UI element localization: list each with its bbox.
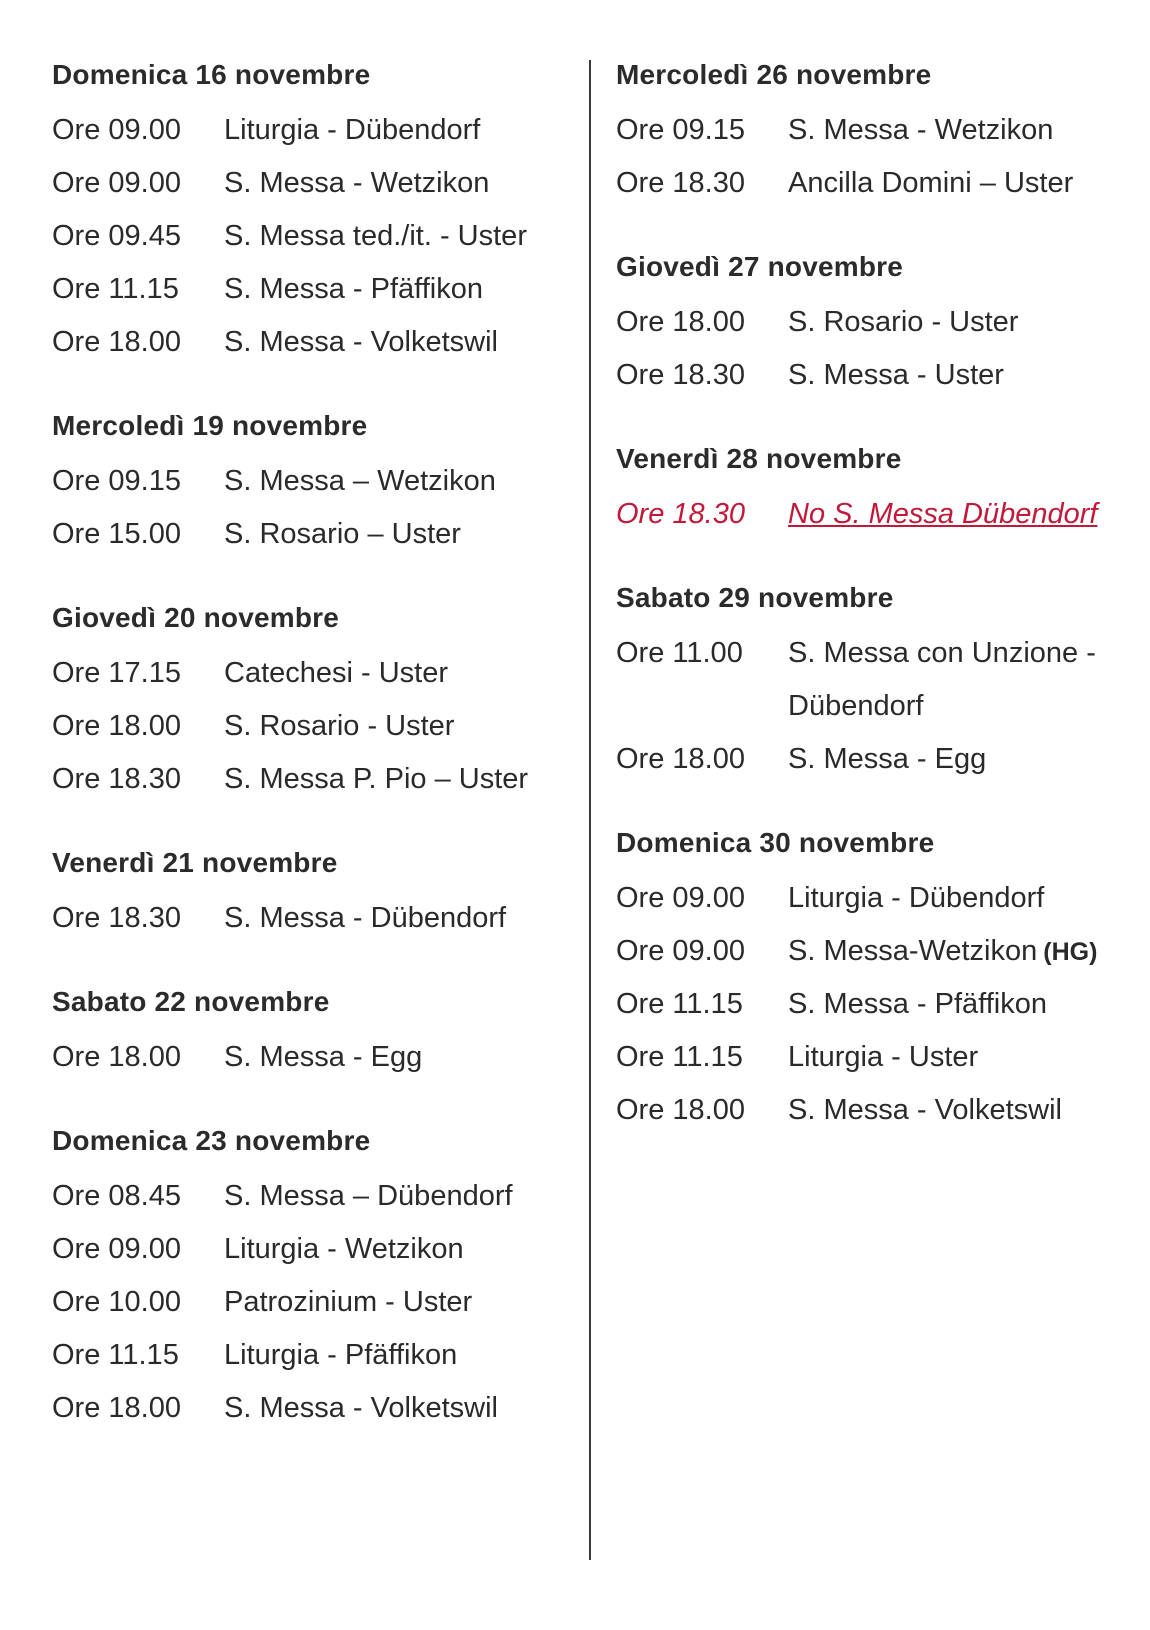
event-time: Ore 18.30	[52, 763, 181, 795]
day-title: Mercoledì 19 novembre	[52, 410, 368, 441]
event-text: No S. Messa Dübendorf	[788, 498, 1098, 530]
day-title: Giovedì 27 novembre	[616, 251, 904, 282]
schedule-row	[616, 627, 1136, 733]
event-text: S. Messa - Pfäffikon	[224, 273, 483, 305]
event-description	[224, 1382, 572, 1435]
schedule-row	[616, 296, 1136, 349]
event-text: S. Messa - Dübendorf	[224, 902, 507, 934]
event-text: S. Messa - Volketswil	[224, 1392, 498, 1424]
schedule-column-right	[616, 58, 1136, 1177]
day-block	[616, 581, 1136, 786]
event-time: Ore 11.00	[616, 637, 743, 669]
event-text: S. Rosario - Uster	[224, 710, 455, 742]
schedule-row-cancelled	[616, 488, 1136, 541]
event-time: Ore 18.30	[616, 498, 745, 530]
event-description	[224, 316, 572, 369]
event-description	[224, 1031, 572, 1084]
schedule-row	[616, 872, 1136, 925]
event-description	[224, 508, 572, 561]
day-title: Venerdì 28 novembre	[616, 443, 902, 474]
event-description	[224, 647, 572, 700]
event-time: Ore 09.00	[52, 114, 181, 146]
event-description	[224, 753, 572, 806]
event-time: Ore 18.00	[616, 306, 745, 338]
schedule-row	[52, 316, 572, 369]
event-text: S. Messa - Uster	[788, 359, 1004, 391]
event-text: S. Messa - Volketswil	[788, 1094, 1062, 1126]
event-time: Ore 18.30	[52, 902, 181, 934]
day-block	[52, 58, 572, 369]
event-description	[788, 157, 1136, 210]
day-title: Domenica 16 novembre	[52, 59, 371, 90]
event-text: Liturgia - Wetzikon	[224, 1233, 464, 1265]
event-description	[224, 157, 572, 210]
event-description	[224, 1170, 572, 1223]
event-text: Liturgia - Dübendorf	[788, 882, 1045, 914]
event-text: Liturgia - Pfäffikon	[224, 1339, 458, 1371]
schedule-row	[52, 700, 572, 753]
schedule-row	[52, 1276, 572, 1329]
event-text: Ancilla Domini – Uster	[788, 167, 1074, 199]
event-description	[788, 627, 1136, 733]
event-text: S. Messa - Wetzikon	[224, 167, 490, 199]
day-block	[52, 985, 572, 1084]
event-text: S. Messa con Unzione - Dübendorf	[788, 637, 1096, 722]
event-text: Catechesi - Uster	[224, 657, 449, 689]
event-description	[788, 488, 1136, 541]
event-time: Ore 11.15	[616, 988, 743, 1020]
event-text: S. Rosario – Uster	[224, 518, 461, 550]
day-title: Venerdì 21 novembre	[52, 847, 338, 878]
event-description	[224, 700, 572, 753]
event-time: Ore 11.15	[616, 1041, 743, 1073]
schedule-row	[52, 753, 572, 806]
event-suffix: (HG)	[1043, 938, 1098, 966]
event-description	[788, 1031, 1136, 1084]
event-text: S. Messa ted./it. - Uster	[224, 220, 527, 252]
event-text: S. Messa – Dübendorf	[224, 1180, 513, 1212]
event-time: Ore 11.15	[52, 1339, 179, 1371]
event-text: S. Messa - Egg	[788, 743, 987, 775]
event-description	[788, 104, 1136, 157]
schedule-row	[52, 508, 572, 561]
event-text: S. Messa-Wetzikon	[788, 935, 1038, 967]
event-text: S. Messa - Egg	[224, 1041, 423, 1073]
day-block	[616, 58, 1136, 210]
schedule-row	[52, 892, 572, 945]
event-description	[788, 296, 1136, 349]
event-time: Ore 18.00	[52, 326, 181, 358]
event-time: Ore 18.00	[52, 710, 181, 742]
schedule-row	[52, 263, 572, 316]
event-time: Ore 08.45	[52, 1180, 181, 1212]
event-description	[788, 925, 1136, 978]
event-time: Ore 09.15	[52, 465, 181, 497]
event-text: S. Messa - Volketswil	[224, 326, 498, 358]
day-title: Domenica 23 novembre	[52, 1125, 371, 1156]
event-text: S. Rosario - Uster	[788, 306, 1019, 338]
event-time: Ore 18.00	[52, 1392, 181, 1424]
event-text: S. Messa – Wetzikon	[224, 465, 496, 497]
schedule-row	[52, 455, 572, 508]
event-description	[788, 978, 1136, 1031]
event-description	[224, 1276, 572, 1329]
schedule-row	[616, 1031, 1136, 1084]
event-time: Ore 09.15	[616, 114, 745, 146]
event-time: Ore 09.00	[616, 882, 745, 914]
event-description	[224, 210, 572, 263]
event-text: Liturgia - Dübendorf	[224, 114, 481, 146]
day-block	[616, 442, 1136, 541]
event-time: Ore 09.00	[52, 167, 181, 199]
day-title: Giovedì 20 novembre	[52, 602, 340, 633]
event-text: S. Messa P. Pio – Uster	[224, 763, 529, 795]
schedule-row	[616, 104, 1136, 157]
event-time: Ore 09.45	[52, 220, 181, 252]
event-description	[788, 733, 1136, 786]
schedule-column-left	[52, 58, 572, 1475]
event-description	[788, 349, 1136, 402]
day-title: Mercoledì 26 novembre	[616, 59, 932, 90]
event-time: Ore 09.00	[616, 935, 745, 967]
day-block	[52, 409, 572, 561]
event-text: S. Messa - Wetzikon	[788, 114, 1054, 146]
event-description	[788, 872, 1136, 925]
event-text: Liturgia - Uster	[788, 1041, 979, 1073]
schedule-row	[52, 210, 572, 263]
schedule-row	[52, 1031, 572, 1084]
schedule-row	[616, 978, 1136, 1031]
event-time: Ore 10.00	[52, 1286, 181, 1318]
event-description	[224, 455, 572, 508]
event-text: S. Messa - Pfäffikon	[788, 988, 1047, 1020]
event-description	[788, 1084, 1136, 1137]
schedule-row	[616, 349, 1136, 402]
event-time: Ore 09.00	[52, 1233, 181, 1265]
schedule-row	[52, 647, 572, 700]
event-time: Ore 18.30	[616, 167, 745, 199]
event-time: Ore 18.30	[616, 359, 745, 391]
schedule-row	[52, 1382, 572, 1435]
day-title: Sabato 22 novembre	[52, 986, 330, 1017]
event-time: Ore 11.15	[52, 273, 179, 305]
day-block	[616, 250, 1136, 402]
day-block	[52, 1124, 572, 1435]
day-block	[52, 846, 572, 945]
schedule-row	[616, 157, 1136, 210]
day-title: Sabato 29 novembre	[616, 582, 894, 613]
event-text: Patrozinium - Uster	[224, 1286, 473, 1318]
event-time: Ore 15.00	[52, 518, 181, 550]
schedule-row	[52, 104, 572, 157]
schedule-row	[52, 1329, 572, 1382]
schedule-row	[616, 1084, 1136, 1137]
event-time: Ore 18.00	[616, 743, 745, 775]
event-description	[224, 1329, 572, 1382]
event-time: Ore 18.00	[616, 1094, 745, 1126]
schedule-row	[52, 1170, 572, 1223]
event-description	[224, 263, 572, 316]
day-block	[52, 601, 572, 806]
schedule-row	[616, 733, 1136, 786]
event-time: Ore 18.00	[52, 1041, 181, 1073]
event-time: Ore 17.15	[52, 657, 181, 689]
day-block	[616, 826, 1136, 1137]
event-description	[224, 1223, 572, 1276]
day-title: Domenica 30 novembre	[616, 827, 935, 858]
schedule-row	[616, 925, 1136, 978]
event-description	[224, 104, 572, 157]
schedule-row	[52, 157, 572, 210]
event-description	[224, 892, 572, 945]
schedule-row	[52, 1223, 572, 1276]
column-divider	[589, 60, 591, 1560]
